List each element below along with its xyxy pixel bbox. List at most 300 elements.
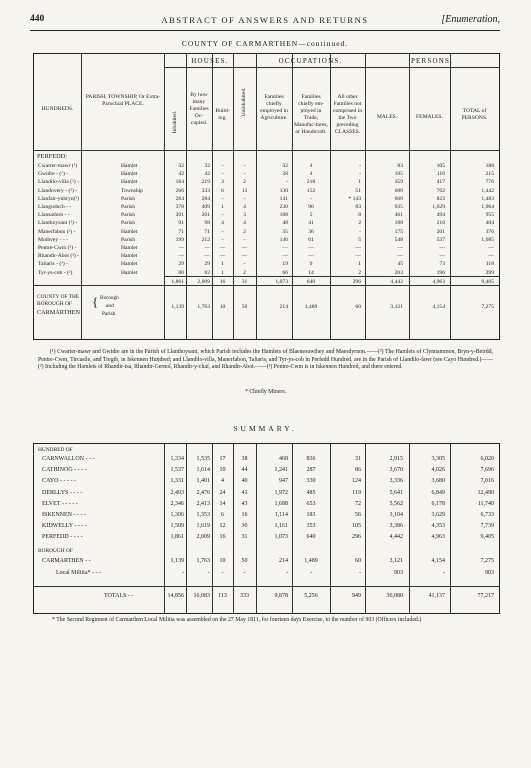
- cell-type: Parish: [121, 204, 135, 210]
- cell-trd: 96: [308, 204, 314, 210]
- cell-f: 4,963: [431, 534, 445, 541]
- cell-agr: -: [286, 570, 288, 576]
- cell-agr: 1,241: [274, 467, 288, 474]
- cell-unin: 3: [243, 212, 246, 219]
- cell-inh: 2,493: [170, 489, 184, 496]
- borough-type-2: and: [106, 303, 114, 309]
- cell-type: Hamlet: [121, 171, 138, 178]
- cell-name: ISKENNEN - - - -: [42, 512, 86, 518]
- cell-agr: 188: [279, 212, 288, 219]
- cell-agr: 66: [282, 269, 288, 276]
- cell-place: Manerfabon (²) -: [38, 228, 76, 235]
- cell-place: Llandovery - (²) -: [38, 187, 78, 194]
- cell-bld: 1: [221, 261, 224, 268]
- cell-m: 45: [397, 261, 403, 268]
- cell-f: 762: [436, 187, 445, 194]
- borough-inhabited: 1,139: [171, 304, 184, 310]
- page-title: ABSTRACT OF ANSWERS AND RETURNS: [161, 15, 369, 25]
- cell-unin: 38: [241, 456, 248, 462]
- cell-unin: 44: [241, 467, 248, 474]
- cell-m: 105: [394, 171, 403, 178]
- cell-fam: 2,009: [196, 534, 210, 541]
- borough-other: 60: [355, 304, 361, 310]
- cell-t: 7,696: [480, 467, 494, 474]
- other-header: All other Families not comprised in the Two preceding CLASSES.: [332, 94, 363, 135]
- cell-trd: 5,256: [304, 593, 318, 599]
- cell-trd: 183: [306, 512, 316, 518]
- cell-oth: -: [359, 228, 361, 235]
- cell-f: 417: [436, 179, 445, 186]
- cell-inh: 201: [175, 212, 184, 219]
- cell-f: 4,353: [431, 523, 445, 530]
- cell-f: 110: [436, 171, 445, 178]
- cell-m: 935: [394, 204, 403, 210]
- table-row: [34, 187, 499, 195]
- subtotal-building: 16: [219, 279, 226, 285]
- cell-fam: 1,619: [196, 523, 210, 530]
- cell-name: KIDWELLY - - - -: [42, 523, 87, 530]
- cell-bld: 1: [221, 269, 224, 276]
- cell-f: —: [439, 253, 445, 260]
- total-header: TOTAL of PERSONS.: [461, 108, 488, 121]
- cell-f: 201: [436, 228, 445, 235]
- borough-families: 1,763: [197, 304, 210, 310]
- cell-oth: 56: [355, 512, 361, 518]
- cell-f: 6,178: [431, 500, 445, 507]
- cell-type: Hamlet: [121, 179, 138, 186]
- table-row: [34, 521, 499, 531]
- cell-t: —: [488, 253, 494, 260]
- cell-fam: —: [204, 253, 210, 260]
- footnote: * The Second Regiment of Carmarthen Local Militia was assembled on the 27 May 1811, for fourteen days Exercise, to the number of 903 (Officers included.): [52, 617, 422, 623]
- cell-bld: -: [221, 163, 224, 169]
- cell-f: 823: [436, 195, 445, 202]
- subtotal-inhabited: 1,861: [171, 279, 184, 285]
- borough-label-2: BOROUGH OF: [37, 301, 72, 307]
- cell-inh: 29: [178, 261, 184, 268]
- cell-m: 175: [394, 228, 403, 235]
- cell-oth: 296: [352, 534, 361, 541]
- cell-inh: 1,537: [170, 467, 184, 474]
- cell-trd: 41: [308, 220, 314, 227]
- hundreds-header: HUNDREDS.: [41, 106, 74, 112]
- trade-header: Families chiefly em-ployed in Trade, Manufac-tures, or Handicraft.: [293, 94, 328, 135]
- cell-fam: 1,353: [196, 512, 210, 518]
- persons-header: PERSONS.: [410, 57, 454, 65]
- cell-f: 4,154: [431, 558, 445, 564]
- cell-inh: 1,509: [170, 523, 184, 530]
- page-number: 440: [30, 14, 45, 24]
- subtotal-trade: 640: [306, 279, 316, 285]
- cell-unin: 2: [243, 269, 246, 276]
- cell-f: 3,680: [431, 478, 445, 485]
- cell-unin: -: [243, 163, 246, 169]
- cell-t: 404: [485, 220, 494, 227]
- cell-inh: 91: [178, 220, 184, 227]
- cell-inh: 1,139: [170, 558, 184, 564]
- cell-agr: 9,878: [274, 593, 288, 599]
- cell-trd: 485: [306, 489, 316, 496]
- cell-inh: 1,306: [170, 512, 184, 518]
- cell-m: 3,670: [389, 467, 403, 474]
- cell-name: TOTALS - -: [104, 593, 134, 599]
- cell-trd: 152: [306, 187, 316, 194]
- table-row: [34, 454, 499, 464]
- cell-agr: —: [282, 253, 288, 260]
- header-rule: [34, 150, 499, 151]
- cell-agr: 141: [279, 195, 288, 202]
- cell-agr: 947: [279, 478, 288, 485]
- cell-f: 73: [439, 261, 445, 268]
- group-rule: [365, 67, 499, 68]
- cell-unin: 30: [241, 523, 248, 530]
- cell-inh: 284: [175, 195, 184, 202]
- cell-oth: * 143: [348, 195, 361, 202]
- cell-agr: 1,161: [274, 523, 288, 530]
- cell-oth: 124: [352, 478, 361, 485]
- females-header: FEMALES.: [416, 114, 443, 120]
- cell-agr: 1,688: [274, 500, 288, 507]
- table-row: [34, 203, 499, 211]
- table-row: [34, 244, 499, 252]
- cell-f: 6,849: [431, 489, 445, 496]
- cell-trd: 1,489: [304, 558, 318, 564]
- cell-type: Hamlet: [121, 228, 138, 235]
- cell-oth: 2: [358, 269, 361, 276]
- cell-fam: 1,763: [196, 558, 210, 564]
- cell-bld: -: [221, 212, 224, 219]
- cell-m: 188: [394, 220, 403, 227]
- cell-t: 11,740: [477, 500, 494, 507]
- cell-trd: 9: [309, 261, 313, 268]
- table-row: [34, 162, 499, 170]
- cell-m: —: [397, 245, 403, 251]
- cell-type: Hamlet: [121, 261, 138, 268]
- cell-oth: -: [359, 570, 361, 576]
- cell-bld: -: [221, 570, 224, 576]
- borough-type-3: Parish: [102, 311, 116, 317]
- cell-unin: 2: [243, 228, 246, 235]
- cell-inh: 266: [175, 187, 184, 194]
- cell-t: 1,483: [481, 195, 494, 202]
- table-row: [34, 269, 499, 277]
- cell-fam: 71: [204, 228, 210, 235]
- cell-place: Taliaris - (²) -: [38, 261, 69, 268]
- cell-oth: -: [359, 163, 361, 169]
- cell-oth: 119: [352, 489, 361, 496]
- table-row: [34, 591, 499, 601]
- cell-fam: 29: [204, 261, 210, 268]
- cell-m: 36,080: [386, 593, 403, 599]
- table-row: [34, 556, 499, 566]
- table-row: [34, 488, 499, 498]
- cell-inh: 199: [175, 236, 184, 243]
- summary-borough-label: BOROUGH OF: [38, 548, 73, 554]
- cell-t: 376: [485, 228, 494, 235]
- cell-bld: 1: [221, 204, 224, 210]
- cell-place: Gwidre - (¹) -: [38, 171, 69, 178]
- cell-agr: 32: [282, 163, 288, 169]
- cell-trd: 4: [309, 171, 313, 178]
- county-title: COUNTY OF CARMARTHEN—continued.: [181, 39, 349, 48]
- cell-agr: 1,972: [274, 489, 288, 496]
- cell-unin: —: [241, 245, 248, 251]
- brace: {: [92, 294, 99, 309]
- cell-oth: 51: [355, 187, 361, 194]
- cell-name: CATHINOG - - - -: [42, 467, 87, 474]
- cell-type: Hamlet: [121, 163, 138, 169]
- cell-bld: -: [221, 195, 224, 202]
- cell-inh: —: [178, 245, 184, 251]
- cell-m: 5,562: [389, 500, 403, 507]
- notes-star: * Chiefly Miners.: [244, 389, 287, 395]
- occupations-header: OCCUPATIONS.: [278, 57, 343, 65]
- cell-t: —: [488, 245, 494, 251]
- cell-unin: 40: [241, 478, 248, 485]
- cell-bld: 14: [219, 500, 226, 507]
- cell-oth: 86: [355, 467, 361, 474]
- cell-name: ELVET - - - - -: [42, 500, 78, 507]
- cell-m: 3,386: [389, 523, 403, 530]
- cell-m: 203: [394, 269, 403, 276]
- hundred-name: PERFEDD:: [37, 153, 68, 160]
- cell-oth: 2: [358, 220, 361, 227]
- cell-fam: 212: [201, 236, 210, 243]
- cell-inh: 42: [178, 171, 184, 178]
- cell-t: 7,739: [480, 523, 494, 530]
- cell-bld: -: [221, 171, 224, 178]
- cell-bld: —: [219, 253, 226, 260]
- summary-title: SUMMARY.: [233, 424, 297, 433]
- borough-type-1: Borough: [100, 295, 119, 301]
- cell-m: 3,336: [389, 478, 403, 485]
- table-notes: (¹) Cwarter-mawr and Gwidre are in the Parish of Llanthoysant, which Parish includes the Hamlets of Blaenesuwthey and Maesdyrnon.——(²) The Hamlets of Clynnammon, Bryn-y-Beirdd, Pentre-Cwm, Tircastle, and Tregib, in Iskennen Hundred; and Llandilo-villa, Manerfabon, Taliaris, and Tyr-ys-cob in Perfedd Hundred, are in the Parish of Llandilo-fawr (see Cayo Hundred.)——(³) Including the Hamlets of Rhandir-isa, Rhandir-Gernol, Rhandir-y-chaf, and Rhandir-Abot.——(³) Pentre-Cwm is in Iskennen Hundred, and there entered.: [38, 349, 493, 371]
- subtotal-uninhabited: 31: [241, 279, 248, 285]
- cell-t: 9,405: [480, 534, 494, 541]
- cell-t: 1,442: [481, 187, 494, 194]
- cell-type: Hamlet: [121, 245, 138, 251]
- cell-inh: -: [182, 570, 184, 576]
- cell-f: 537: [436, 236, 445, 243]
- cell-m: 548: [394, 236, 403, 243]
- cell-fam: 1,401: [196, 478, 210, 485]
- cell-oth: 8: [358, 212, 361, 219]
- cell-unin: 50: [241, 558, 248, 564]
- cell-place: Llandilo-villa (²) -: [38, 179, 79, 186]
- cell-trd: 61: [308, 236, 314, 243]
- cell-bld: 3: [221, 179, 224, 186]
- cell-fam: 2,413: [196, 500, 210, 507]
- cell-fam: 284: [201, 195, 210, 202]
- cell-oth: 31: [355, 456, 361, 462]
- cell-agr: 214: [279, 558, 288, 564]
- cell-unin: -: [243, 236, 246, 243]
- cell-bld: 24: [219, 489, 226, 496]
- cell-agr: 146: [279, 236, 288, 243]
- table-row: [34, 236, 499, 244]
- cell-fam: 16,083: [193, 593, 210, 599]
- cell-m: 4,442: [389, 534, 403, 541]
- cell-inh: 1,334: [170, 456, 184, 462]
- cell-f: 105: [436, 163, 445, 169]
- cell-fam: 98: [204, 220, 210, 227]
- cell-fam: 82: [204, 269, 210, 276]
- cell-name: CAYO - - - - -: [42, 478, 76, 485]
- subtotal-row: [34, 278, 499, 286]
- cell-bld: 4: [221, 478, 224, 485]
- borough-uninhabited: 50: [241, 304, 248, 310]
- cell-unin: 333: [240, 593, 249, 599]
- table-row: [34, 510, 499, 520]
- cell-t: 903: [485, 570, 494, 576]
- cell-agr: 230: [279, 204, 288, 210]
- cell-bld: 6: [221, 512, 224, 518]
- cell-inh: 1,861: [170, 534, 184, 541]
- cell-unin: 2: [243, 179, 246, 186]
- cell-trd: 36: [308, 228, 314, 235]
- cell-oth: 1: [358, 179, 361, 186]
- cell-agr: 1,114: [274, 512, 288, 518]
- totals-rule: [34, 586, 499, 587]
- cell-fam: 32: [204, 163, 210, 169]
- cell-fam: 1,535: [196, 456, 210, 462]
- cell-t: 6,020: [480, 456, 494, 462]
- cell-place: Llansadurn - -: [38, 212, 70, 219]
- cell-agr: 35: [282, 228, 288, 235]
- cell-oth: 60: [355, 558, 361, 564]
- subtotal-other: 296: [352, 279, 361, 285]
- cell-fam: -: [208, 570, 210, 576]
- cell-t: 399: [485, 269, 494, 276]
- cell-trd: 5: [309, 212, 313, 219]
- table-row: [34, 476, 499, 486]
- cell-bld: 4: [221, 220, 224, 227]
- cell-type: Township: [121, 187, 143, 194]
- cell-oth: —: [355, 245, 361, 251]
- cell-type: Hamlet: [121, 253, 138, 260]
- cell-inh: 378: [175, 204, 184, 210]
- cell-bld: 10: [219, 467, 226, 474]
- cell-t: 776: [485, 179, 494, 186]
- cell-m: 2,915: [389, 456, 403, 462]
- cell-m: —: [397, 253, 403, 260]
- cell-unin: —: [241, 253, 248, 260]
- cell-f: 196: [436, 269, 445, 276]
- cell-unin: 4: [243, 220, 246, 227]
- cell-m: 359: [394, 179, 403, 186]
- cell-f: 216: [436, 220, 445, 227]
- cell-fam: 201: [201, 212, 210, 219]
- cell-place: Llanguduch - -: [38, 204, 72, 210]
- cell-fam: 409: [201, 204, 210, 210]
- table-row: [34, 532, 499, 542]
- cell-name: CARMARTHEN - -: [42, 558, 91, 564]
- cell-inh: 184: [175, 179, 184, 186]
- summary-hundred-label: HUNDRED OF: [38, 447, 73, 453]
- borough-total: 7,275: [481, 304, 494, 310]
- cell-agr: -: [286, 179, 288, 186]
- cell-m: 3,104: [389, 512, 403, 518]
- building-header: Build-ing.: [215, 108, 230, 121]
- cell-bld: 17: [219, 456, 226, 462]
- cell-name: Local Militia* - - -: [56, 570, 101, 576]
- cell-f: -: [443, 570, 445, 576]
- table-row: [34, 252, 499, 260]
- cell-m: 83: [397, 163, 403, 169]
- cell-place: Cwarter-mawr (¹): [38, 163, 78, 169]
- cell-oth: 83: [355, 204, 361, 210]
- cell-unin: -: [243, 570, 246, 576]
- table-row: [34, 499, 499, 509]
- cell-agr: —: [282, 245, 288, 251]
- cell-trd: 14: [308, 269, 314, 276]
- cell-bld: 12: [219, 523, 226, 530]
- cell-t: 188: [485, 163, 494, 169]
- cell-trd: 4: [309, 163, 313, 169]
- table-row: [34, 228, 499, 236]
- cell-unin: 43: [241, 500, 248, 507]
- cell-agr: 468: [279, 456, 288, 462]
- table-row: [34, 465, 499, 475]
- cell-oth: 105: [352, 523, 361, 530]
- cell-oth: 949: [352, 593, 361, 599]
- subtotal-males: 4,442: [390, 279, 403, 285]
- cell-oth: —: [355, 253, 361, 260]
- borough-females: 4,154: [432, 304, 445, 310]
- cell-type: Hamlet: [121, 269, 138, 276]
- cell-bld: —: [219, 245, 226, 251]
- cell-trd: -: [310, 195, 312, 202]
- cell-fam: 2,476: [196, 489, 210, 496]
- cell-trd: 218: [306, 179, 316, 186]
- inhabited-header: Inhabited.: [172, 110, 178, 134]
- cell-t: 1,085: [481, 236, 494, 243]
- cell-f: 3,629: [431, 512, 445, 518]
- cell-unin: -: [243, 195, 246, 202]
- cell-oth: -: [359, 171, 361, 178]
- cell-place: Llanfair-ynbryn(²): [38, 195, 80, 202]
- cell-trd: 836: [306, 456, 316, 462]
- cell-bld: 113: [218, 593, 227, 599]
- cell-unin: 31: [241, 534, 248, 541]
- cell-fam: 219: [201, 179, 210, 186]
- cell-place: Llanthoysant (¹) -: [38, 220, 78, 227]
- cell-inh: —: [178, 253, 184, 260]
- borough-agriculture: 214: [279, 304, 288, 310]
- cell-type: Parish: [121, 195, 135, 202]
- cell-trd: 330: [306, 478, 316, 485]
- cell-t: 12,490: [477, 489, 494, 496]
- cell-unin: 4: [243, 204, 246, 210]
- cell-type: Parish: [121, 212, 135, 219]
- borough-label-3: CARMARTHEN: [37, 309, 80, 316]
- cell-inh: 2,346: [170, 500, 184, 507]
- cell-agr: 38: [282, 171, 288, 178]
- cell-m: 680: [394, 187, 403, 194]
- cell-unin: -: [243, 261, 246, 268]
- cell-inh: 14,856: [167, 593, 184, 599]
- cell-f: 1,029: [432, 204, 445, 210]
- cell-oth: 72: [355, 500, 361, 507]
- cell-fam: —: [204, 245, 210, 251]
- cell-bld: 6: [221, 187, 224, 194]
- borough-label-1: COUNTY OF THE: [37, 294, 80, 300]
- cell-place: Pentre-Cwm (³) -: [38, 245, 77, 251]
- cell-f: 41,137: [428, 593, 445, 599]
- borough-row: [34, 303, 499, 311]
- cell-t: 7,016: [480, 478, 494, 485]
- cell-bld: 16: [219, 534, 226, 541]
